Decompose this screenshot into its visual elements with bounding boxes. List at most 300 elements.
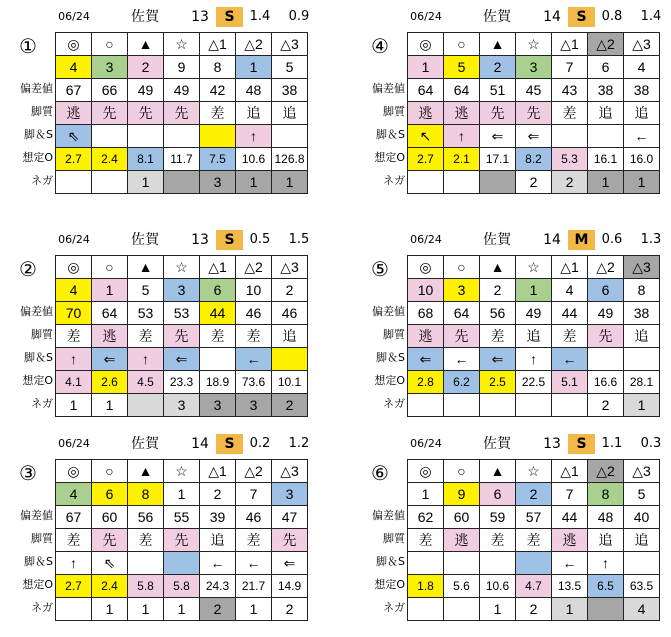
table-cell: 2 bbox=[272, 279, 308, 302]
table-cell: 1 bbox=[624, 171, 660, 194]
table-cell: ☆ bbox=[516, 256, 552, 279]
prediction-table bbox=[55, 255, 308, 417]
table-cell: 1 bbox=[236, 171, 272, 194]
table-cell: 先 bbox=[164, 325, 200, 348]
table-cell: 4 bbox=[624, 598, 660, 621]
table-cell: 追 bbox=[200, 529, 236, 552]
table-cell: 21.7 bbox=[236, 575, 272, 598]
table-cell: 追 bbox=[624, 325, 660, 348]
table-cell: 6 bbox=[588, 56, 624, 79]
prediction-table bbox=[407, 255, 660, 417]
table-cell: 44 bbox=[552, 302, 588, 325]
index-value-2: 1.4 bbox=[640, 9, 662, 24]
course-name: 佐賀 bbox=[483, 232, 511, 248]
table-cell: △1 bbox=[552, 33, 588, 56]
table-cell: 2 bbox=[272, 394, 308, 417]
table-cell: 差 bbox=[480, 529, 516, 552]
table-cell: ⇖ bbox=[56, 125, 92, 148]
table-cell: 64 bbox=[444, 79, 480, 102]
table-cell: 先 bbox=[92, 529, 128, 552]
table-cell: 39 bbox=[200, 506, 236, 529]
table-cell: 先 bbox=[164, 102, 200, 125]
table-cell: 5 bbox=[444, 56, 480, 79]
race-number: ⑥ bbox=[371, 461, 389, 485]
index-value-2: 1.5 bbox=[288, 232, 310, 247]
table-cell: ◎ bbox=[56, 256, 92, 279]
row-label: 脚＆S bbox=[24, 555, 53, 568]
table-cell: 差 bbox=[200, 325, 236, 348]
table-cell: 44 bbox=[200, 302, 236, 325]
table-cell: 6 bbox=[92, 483, 128, 506]
table-cell bbox=[56, 171, 92, 194]
table-cell bbox=[56, 598, 92, 621]
row-label: 脚質 bbox=[383, 532, 405, 545]
table-cell: ○ bbox=[444, 33, 480, 56]
race-date: 06/24 bbox=[58, 437, 90, 450]
row-label: 偏差値 bbox=[372, 509, 405, 522]
table-cell: 先 bbox=[444, 325, 480, 348]
table-cell: 2.7 bbox=[56, 575, 92, 598]
table-cell: 44 bbox=[552, 506, 588, 529]
course-name: 佐賀 bbox=[131, 9, 159, 25]
row-label: ネガ bbox=[383, 174, 405, 187]
race-date: 06/24 bbox=[58, 10, 90, 23]
table-cell: 10.6 bbox=[480, 575, 516, 598]
table-cell: 5.8 bbox=[164, 575, 200, 598]
row-label: ネガ bbox=[383, 397, 405, 410]
table-cell: 1.8 bbox=[408, 575, 444, 598]
table-row bbox=[408, 552, 660, 575]
race-date: 06/24 bbox=[410, 437, 442, 450]
table-row bbox=[408, 371, 660, 394]
table-cell: 8.2 bbox=[516, 148, 552, 171]
race-date: 06/24 bbox=[410, 10, 442, 23]
table-cell: 67 bbox=[56, 506, 92, 529]
row-label: 想定O bbox=[374, 374, 405, 387]
table-cell: 1 bbox=[408, 483, 444, 506]
table-cell: 追 bbox=[624, 102, 660, 125]
table-cell: 差 bbox=[408, 529, 444, 552]
table-cell: 1 bbox=[164, 598, 200, 621]
row-label: 偏差値 bbox=[20, 305, 53, 318]
index-value-1: 1.4 bbox=[249, 9, 271, 24]
course-name: 佐賀 bbox=[131, 436, 159, 452]
table-row bbox=[56, 394, 308, 417]
table-cell: 53 bbox=[164, 302, 200, 325]
table-cell: 1 bbox=[92, 598, 128, 621]
table-cell: ◎ bbox=[408, 460, 444, 483]
table-cell: 67 bbox=[56, 79, 92, 102]
table-cell: 1 bbox=[236, 598, 272, 621]
race-number: ③ bbox=[19, 461, 37, 485]
table-cell: 7 bbox=[552, 56, 588, 79]
table-cell: 逃 bbox=[552, 529, 588, 552]
table-cell: 126.8 bbox=[272, 148, 308, 171]
table-cell: 差 bbox=[128, 325, 164, 348]
table-cell: 逃 bbox=[408, 325, 444, 348]
table-row bbox=[56, 148, 308, 171]
table-row bbox=[408, 79, 660, 102]
table-cell: 逃 bbox=[444, 529, 480, 552]
row-label: 脚＆S bbox=[376, 555, 405, 568]
row-label: 偏差値 bbox=[20, 82, 53, 95]
row-label: 脚質 bbox=[383, 105, 405, 118]
row-label: 偏差値 bbox=[372, 305, 405, 318]
table-cell: △1 bbox=[200, 256, 236, 279]
table-row bbox=[56, 279, 308, 302]
table-cell: 59 bbox=[480, 506, 516, 529]
table-cell: 差 bbox=[516, 529, 552, 552]
table-cell bbox=[552, 125, 588, 148]
table-cell: ☆ bbox=[164, 460, 200, 483]
race-panel-4 bbox=[371, 6, 671, 206]
table-cell: 2.7 bbox=[56, 148, 92, 171]
table-row bbox=[408, 256, 660, 279]
track-condition-badge: S bbox=[568, 434, 595, 454]
row-label: ネガ bbox=[31, 601, 53, 614]
table-cell: 6 bbox=[480, 483, 516, 506]
table-cell bbox=[408, 552, 444, 575]
table-cell: △2 bbox=[236, 256, 272, 279]
table-cell: 6 bbox=[200, 279, 236, 302]
table-cell: ☆ bbox=[164, 256, 200, 279]
table-cell: 17.1 bbox=[480, 148, 516, 171]
table-row bbox=[408, 325, 660, 348]
row-label: 脚質 bbox=[31, 328, 53, 341]
table-cell: 差 bbox=[480, 325, 516, 348]
table-cell: 2 bbox=[272, 598, 308, 621]
table-cell: 62 bbox=[408, 506, 444, 529]
table-cell: 3 bbox=[164, 279, 200, 302]
row-label: 想定O bbox=[374, 578, 405, 591]
table-cell: 1 bbox=[272, 171, 308, 194]
table-cell: 49 bbox=[128, 79, 164, 102]
table-cell: 49 bbox=[164, 79, 200, 102]
table-cell: 先 bbox=[272, 529, 308, 552]
table-cell bbox=[272, 125, 308, 148]
index-value-1: 1.1 bbox=[601, 436, 623, 451]
table-cell bbox=[92, 171, 128, 194]
race-date: 06/24 bbox=[410, 233, 442, 246]
table-row bbox=[408, 148, 660, 171]
table-cell: 逃 bbox=[408, 102, 444, 125]
table-cell: 42 bbox=[200, 79, 236, 102]
table-cell: ← bbox=[444, 348, 480, 371]
table-cell: 10.6 bbox=[236, 148, 272, 171]
table-cell: 4 bbox=[56, 279, 92, 302]
table-row bbox=[408, 394, 660, 417]
table-cell: 追 bbox=[272, 102, 308, 125]
table-cell: 4.1 bbox=[56, 371, 92, 394]
table-cell: ← bbox=[236, 552, 272, 575]
table-cell bbox=[588, 598, 624, 621]
index-value-2: 0.3 bbox=[640, 436, 662, 451]
row-label: ネガ bbox=[31, 174, 53, 187]
table-cell: 2 bbox=[516, 171, 552, 194]
table-cell: △3 bbox=[272, 33, 308, 56]
table-row bbox=[408, 102, 660, 125]
table-cell: ⇐ bbox=[408, 348, 444, 371]
table-cell bbox=[408, 598, 444, 621]
table-cell: 1 bbox=[624, 394, 660, 417]
table-cell: △1 bbox=[552, 256, 588, 279]
table-cell: 51 bbox=[480, 79, 516, 102]
table-cell: 3 bbox=[200, 171, 236, 194]
table-cell: 7.5 bbox=[200, 148, 236, 171]
table-cell: 差 bbox=[552, 102, 588, 125]
table-cell: 逃 bbox=[92, 325, 128, 348]
table-cell: ↑ bbox=[56, 348, 92, 371]
table-cell: 逃 bbox=[444, 102, 480, 125]
table-cell bbox=[480, 394, 516, 417]
table-cell: ⇐ bbox=[516, 125, 552, 148]
table-row bbox=[56, 33, 308, 56]
index-value-2: 1.3 bbox=[640, 232, 662, 247]
track-condition-badge: M bbox=[568, 230, 595, 250]
table-cell: ○ bbox=[92, 33, 128, 56]
table-cell: ⇖ bbox=[92, 552, 128, 575]
table-row bbox=[56, 371, 308, 394]
table-cell: 1 bbox=[480, 598, 516, 621]
table-cell: 40 bbox=[624, 506, 660, 529]
table-cell: 49 bbox=[588, 302, 624, 325]
index-value-1: 0.5 bbox=[249, 232, 271, 247]
table-cell: 4 bbox=[624, 56, 660, 79]
table-cell bbox=[200, 125, 236, 148]
table-cell: ▲ bbox=[480, 256, 516, 279]
table-cell: 6.5 bbox=[588, 575, 624, 598]
table-cell: 4.7 bbox=[516, 575, 552, 598]
row-label: 脚質 bbox=[31, 105, 53, 118]
row-label: 脚質 bbox=[383, 328, 405, 341]
table-cell: 6 bbox=[588, 279, 624, 302]
table-cell: ☆ bbox=[516, 33, 552, 56]
table-cell: ○ bbox=[444, 256, 480, 279]
table-cell: 64 bbox=[92, 302, 128, 325]
track-condition-badge: S bbox=[568, 7, 595, 27]
table-cell bbox=[128, 125, 164, 148]
index-value-2: 1.2 bbox=[288, 436, 310, 451]
table-cell: 66 bbox=[92, 79, 128, 102]
table-cell: ↑ bbox=[588, 552, 624, 575]
table-row bbox=[56, 506, 308, 529]
table-cell: 先 bbox=[128, 102, 164, 125]
table-cell: 先 bbox=[516, 102, 552, 125]
table-cell: 3 bbox=[272, 483, 308, 506]
table-cell bbox=[444, 552, 480, 575]
horse-count: 14 bbox=[543, 232, 561, 248]
table-cell: ← bbox=[236, 348, 272, 371]
horse-count: 14 bbox=[543, 9, 561, 25]
table-cell: 73.6 bbox=[236, 371, 272, 394]
table-cell: 1 bbox=[588, 171, 624, 194]
table-cell: 7 bbox=[552, 483, 588, 506]
table-cell bbox=[164, 125, 200, 148]
table-cell: 28.1 bbox=[624, 371, 660, 394]
table-cell: ← bbox=[200, 552, 236, 575]
table-cell: 23.3 bbox=[164, 371, 200, 394]
table-row bbox=[408, 33, 660, 56]
table-cell: ↑ bbox=[128, 348, 164, 371]
table-cell: ← bbox=[552, 552, 588, 575]
table-cell: ↑ bbox=[516, 348, 552, 371]
row-label: 想定O bbox=[22, 578, 53, 591]
horse-count: 13 bbox=[191, 9, 209, 25]
table-cell: 47 bbox=[272, 506, 308, 529]
table-cell: 差 bbox=[56, 325, 92, 348]
table-cell: ▲ bbox=[128, 33, 164, 56]
table-cell: 2.4 bbox=[92, 148, 128, 171]
table-cell bbox=[272, 348, 308, 371]
table-row bbox=[408, 460, 660, 483]
race-panel-1 bbox=[19, 6, 355, 206]
table-cell: 1 bbox=[128, 171, 164, 194]
table-cell: 9 bbox=[444, 483, 480, 506]
table-cell: 差 bbox=[236, 529, 272, 552]
course-name: 佐賀 bbox=[131, 232, 159, 248]
table-cell: 追 bbox=[588, 529, 624, 552]
table-cell: 2 bbox=[588, 394, 624, 417]
table-cell: 1 bbox=[56, 394, 92, 417]
table-cell: ↑ bbox=[236, 125, 272, 148]
table-cell: 3 bbox=[164, 394, 200, 417]
table-cell: 1 bbox=[92, 394, 128, 417]
course-name: 佐賀 bbox=[483, 436, 511, 452]
table-cell bbox=[624, 552, 660, 575]
prediction-table bbox=[407, 32, 660, 194]
table-row bbox=[56, 575, 308, 598]
table-cell: 46 bbox=[272, 302, 308, 325]
table-cell bbox=[164, 552, 200, 575]
table-cell: 60 bbox=[444, 506, 480, 529]
table-cell: 4 bbox=[56, 483, 92, 506]
table-row bbox=[56, 79, 308, 102]
table-row bbox=[408, 171, 660, 194]
horse-count: 14 bbox=[191, 436, 209, 452]
table-cell: 5 bbox=[624, 483, 660, 506]
table-row bbox=[408, 506, 660, 529]
table-cell: 56 bbox=[128, 506, 164, 529]
row-label: 想定O bbox=[22, 374, 53, 387]
row-label: 脚＆S bbox=[24, 351, 53, 364]
row-label: 脚＆S bbox=[376, 351, 405, 364]
table-cell: 3 bbox=[92, 56, 128, 79]
race-number: ⑤ bbox=[371, 257, 389, 281]
table-cell: △2 bbox=[588, 256, 624, 279]
table-cell: ☆ bbox=[164, 33, 200, 56]
table-cell: 2.5 bbox=[480, 371, 516, 394]
table-cell: ▲ bbox=[480, 460, 516, 483]
table-row bbox=[408, 598, 660, 621]
table-cell: 追 bbox=[624, 529, 660, 552]
table-cell: 43 bbox=[552, 79, 588, 102]
table-cell: 1 bbox=[92, 279, 128, 302]
table-cell: ⇐ bbox=[164, 348, 200, 371]
table-cell: 2.6 bbox=[92, 371, 128, 394]
table-cell: 56 bbox=[480, 302, 516, 325]
table-row bbox=[56, 325, 308, 348]
table-cell: ⇐ bbox=[92, 348, 128, 371]
table-cell bbox=[516, 394, 552, 417]
table-cell: 63.5 bbox=[624, 575, 660, 598]
table-cell: 3 bbox=[200, 394, 236, 417]
table-row bbox=[408, 279, 660, 302]
table-cell: 先 bbox=[588, 325, 624, 348]
table-cell: △1 bbox=[200, 33, 236, 56]
table-row bbox=[56, 552, 308, 575]
prediction-table bbox=[55, 32, 308, 194]
row-label: ネガ bbox=[31, 397, 53, 410]
table-row bbox=[56, 598, 308, 621]
table-cell bbox=[588, 125, 624, 148]
table-row bbox=[408, 125, 660, 148]
table-cell: 49 bbox=[516, 302, 552, 325]
table-cell: △3 bbox=[624, 460, 660, 483]
table-cell: ⇐ bbox=[480, 125, 516, 148]
table-cell bbox=[200, 348, 236, 371]
table-cell: 先 bbox=[92, 102, 128, 125]
horse-count: 13 bbox=[543, 436, 561, 452]
table-row bbox=[408, 302, 660, 325]
table-cell: 1 bbox=[408, 56, 444, 79]
table-cell: 10 bbox=[236, 279, 272, 302]
table-row bbox=[56, 102, 308, 125]
table-cell: 差 bbox=[236, 325, 272, 348]
table-cell: ▲ bbox=[128, 460, 164, 483]
table-cell: 追 bbox=[588, 102, 624, 125]
table-cell: 24.3 bbox=[200, 575, 236, 598]
table-row bbox=[56, 460, 308, 483]
table-row bbox=[408, 56, 660, 79]
table-cell bbox=[128, 394, 164, 417]
table-cell: ◎ bbox=[408, 33, 444, 56]
table-cell: 3 bbox=[516, 56, 552, 79]
table-cell: 1 bbox=[552, 598, 588, 621]
table-cell bbox=[516, 552, 552, 575]
table-cell: ◎ bbox=[408, 256, 444, 279]
prediction-table bbox=[55, 459, 308, 621]
table-cell: ↑ bbox=[56, 552, 92, 575]
table-cell bbox=[444, 598, 480, 621]
table-cell: △2 bbox=[236, 460, 272, 483]
table-cell: 5.6 bbox=[444, 575, 480, 598]
row-label: ネガ bbox=[383, 601, 405, 614]
race-panel-2 bbox=[19, 229, 355, 429]
table-cell: ← bbox=[624, 125, 660, 148]
race-panel-5 bbox=[371, 229, 671, 429]
table-cell: 48 bbox=[236, 79, 272, 102]
table-cell bbox=[164, 171, 200, 194]
table-row bbox=[408, 348, 660, 371]
table-cell: 6.2 bbox=[444, 371, 480, 394]
table-cell: ↑ bbox=[444, 125, 480, 148]
table-cell: 68 bbox=[408, 302, 444, 325]
table-cell: 2 bbox=[128, 56, 164, 79]
table-cell: 5 bbox=[272, 56, 308, 79]
index-value-1: 0.8 bbox=[601, 9, 623, 24]
table-cell: ○ bbox=[92, 256, 128, 279]
table-cell: 10.1 bbox=[272, 371, 308, 394]
table-cell: ○ bbox=[92, 460, 128, 483]
table-cell: 5.1 bbox=[552, 371, 588, 394]
table-row bbox=[56, 302, 308, 325]
table-cell bbox=[480, 552, 516, 575]
table-row bbox=[56, 56, 308, 79]
table-cell: △2 bbox=[236, 33, 272, 56]
table-cell: 2.7 bbox=[408, 148, 444, 171]
table-cell: 9 bbox=[164, 56, 200, 79]
table-cell: 5.8 bbox=[128, 575, 164, 598]
